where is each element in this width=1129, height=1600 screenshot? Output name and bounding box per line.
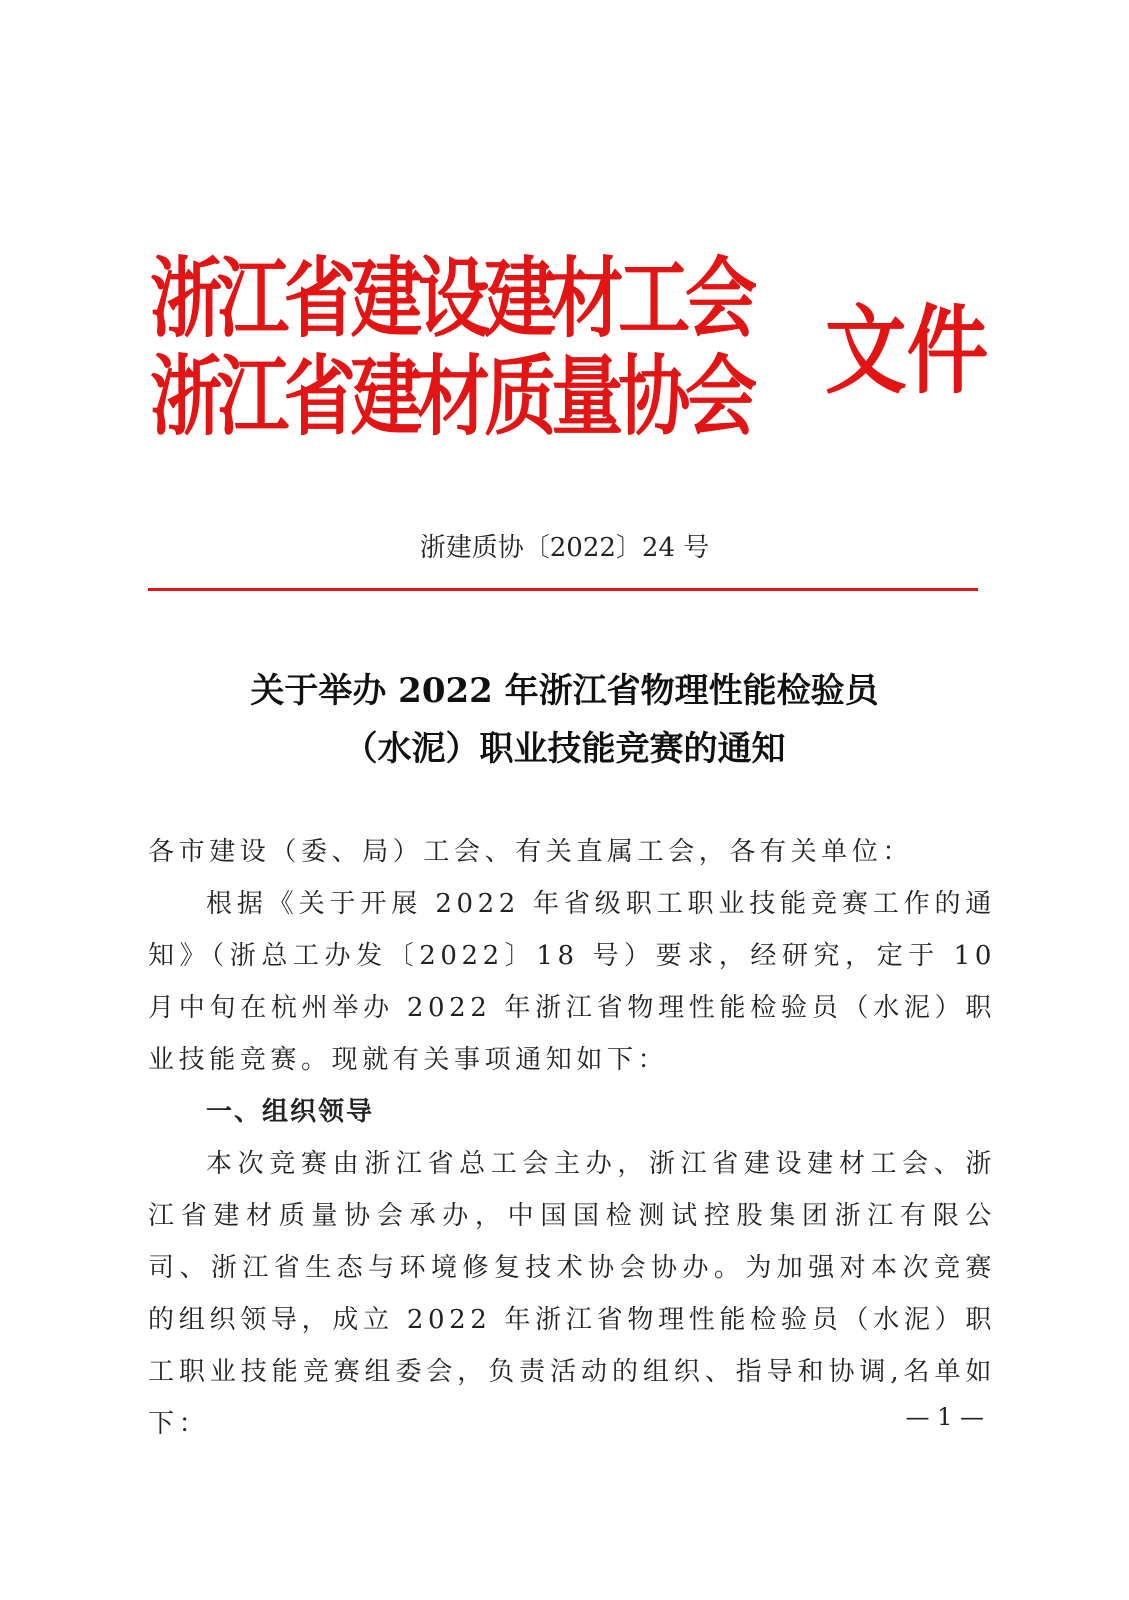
letterhead-issuers [150,248,830,448]
red-divider-line [148,588,978,591]
section-heading-1: 一、组织领导 [206,1097,375,1127]
letterhead-issuer-2: 浙江省建材质量协会 [150,347,752,448]
document-number: 浙建质协〔2022〕24 号 [419,533,710,563]
document-title [0,662,1129,778]
letterhead [150,248,990,458]
salutation: 各市建设（委、局）工会、有关直属工会，各有关单位： [148,837,914,867]
paragraph-2: 本次竞赛由浙江省总工会主办，浙江省建设建材工会、浙江省建材质量协会承办，中国国检测试控股集团浙江有限公司、浙江省生态与环境修复技术协会协办。为加强对本次竞赛的组织领导，成立 2022 年浙江省物理性能检验员（水泥）职工职业技能竞赛组委会，负责活动的组织、指导和协调,名单如下： [148,1149,996,1439]
page-number: — 1 — [905,1403,984,1431]
title-line-2: （水泥）职业技能竞赛的通知 [343,729,786,769]
letterhead-issuer-1: 浙江省建设建材工会 [150,249,752,350]
letterhead-suffix: 文件 [825,295,989,407]
document-body [148,826,996,1450]
paragraph-1: 根据《关于开展 2022 年省级职工职业技能竞赛工作的通知》（浙总工办发〔2022〕18 号）要求，经研究，定于 10 月中旬在杭州举办 2022 年浙江省物理性能检验员（水泥）职业技能竞赛。现就有关事项通知如下： [148,889,996,1075]
title-line-1: 关于举办 2022 年浙江省物理性能检验员 [250,671,879,711]
